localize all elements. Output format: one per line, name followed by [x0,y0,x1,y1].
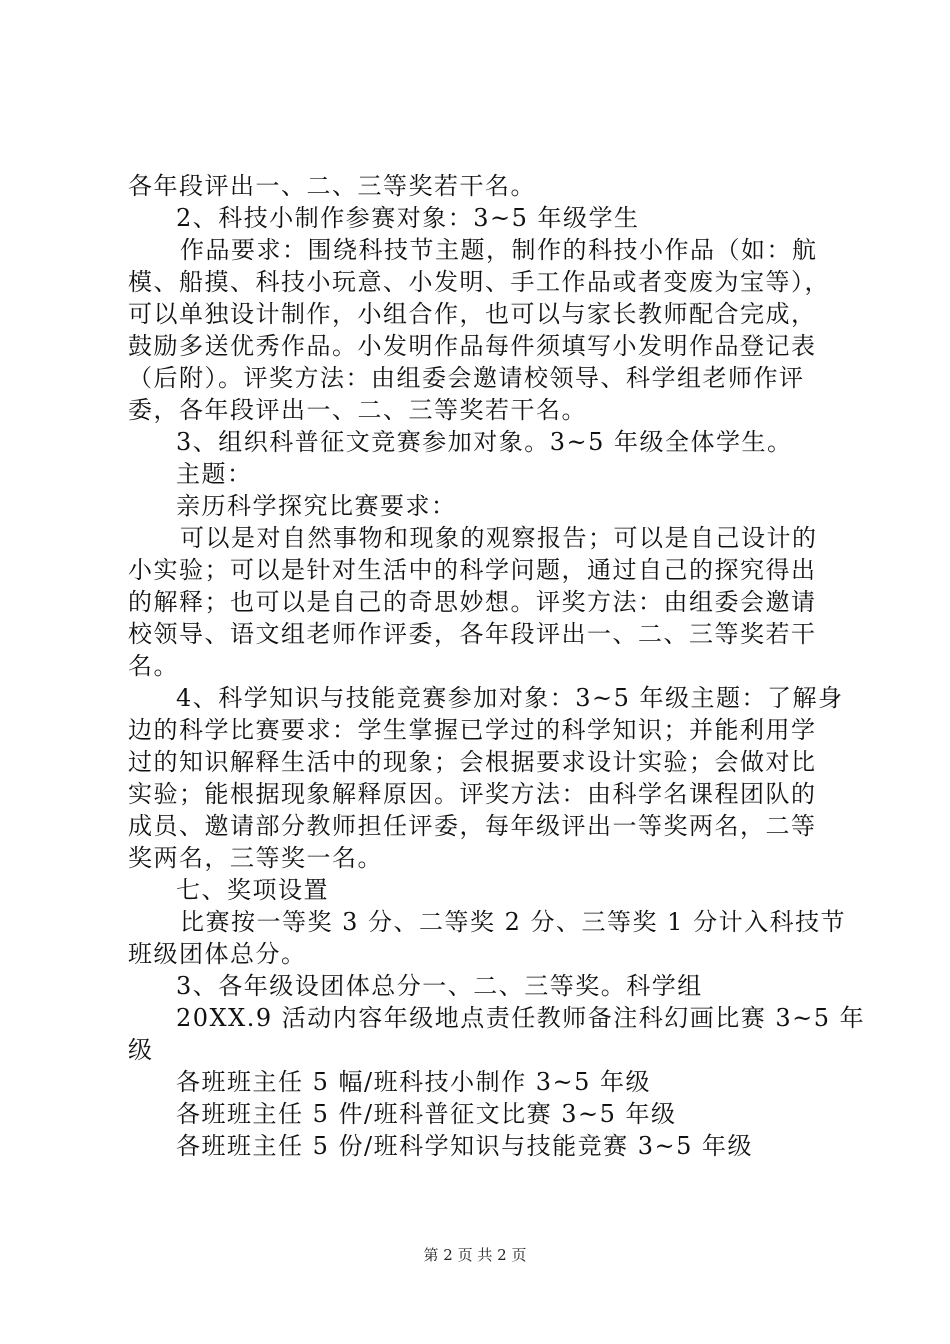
text-line: 班级团体总分。 [128,940,307,968]
text-line: 实验；能根据现象解释原因。评奖方法：由科学名课程团队的 [128,780,817,808]
text-line: 3、各年级设团体总分一、二、三等奖。科学组 [176,972,703,1000]
text-line: （后附）。评奖方法：由组委会邀请校领导、科学组老师作评 [128,364,805,392]
text-line: 模、船摸、科技小玩意、小发明、手工作品或者变废为宝等）， [128,268,830,296]
text-line: 成员、邀请部分教师担任评委，每年级评出一等奖两名，二等 [128,812,817,840]
text-line: 可以单独设计制作，小组合作，也可以与家长教师配合完成， [128,300,817,328]
text-line: 3、组织科普征文竞赛参加对象。3~5 年级全体学生。 [176,428,793,456]
page-number-footer: 第 2 页 共 2 页 [423,1246,527,1264]
text-line: 亲历科学探究比赛要求： [176,492,457,520]
text-line: 2、科技小制作参赛对象：3~5 年级学生 [176,204,640,232]
text-line: 各班班主任 5 份/班科学知识与技能竞赛 3~5 年级 [176,1132,754,1160]
text-line: 各班班主任 5 件/班科普征文比赛 3~5 年级 [176,1100,677,1128]
text-line: 校领导、语文组老师作评委，各年段评出一、二、三等奖若干 [128,620,817,648]
text-line: 奖两名，三等奖一名。 [128,844,383,872]
document-body [128,170,866,1162]
text-line: 各班班主任 5 幅/班科技小制作 3~5 年级 [176,1068,652,1096]
text-line: 过的知识解释生活中的现象；会根据要求设计实验；会做对比 [128,748,817,776]
text-line: 各年段评出一、二、三等奖若干名。 [128,172,536,200]
text-line: 小实验；可以是针对生活中的科学问题，通过自己的探究得出 [128,556,817,584]
section-heading: 七、奖项设置 [176,876,329,904]
text-line: 鼓励多送优秀作品。小发明作品每件须填写小发明作品登记表 [128,332,817,360]
text-line: 名。 [128,652,179,680]
text-line: 级 [128,1036,154,1064]
text-line: 作品要求：围绕科技节主题，制作的科技小作品（如：航 [180,236,818,264]
text-line: 可以是对自然事物和现象的观察报告；可以是自己设计的 [180,524,818,552]
text-line: 4、科学知识与技能竞赛参加对象：3~5 年级主题：了解身 [176,684,844,712]
text-line: 20XX.9 活动内容年级地点责任教师备注科幻画比赛 3~5 年 [176,1004,866,1032]
text-line: 边的科学比赛要求：学生掌握已学过的科学知识；并能利用学 [128,716,817,744]
text-line: 的解释；也可以是自己的奇思妙想。评奖方法：由组委会邀请 [128,588,817,616]
text-line: 委，各年段评出一、二、三等奖若干名。 [128,396,587,424]
text-line: 主题： [176,460,253,488]
text-line: 比赛按一等奖 3 分、二等奖 2 分、三等奖 1 分计入科技节 [180,908,847,936]
